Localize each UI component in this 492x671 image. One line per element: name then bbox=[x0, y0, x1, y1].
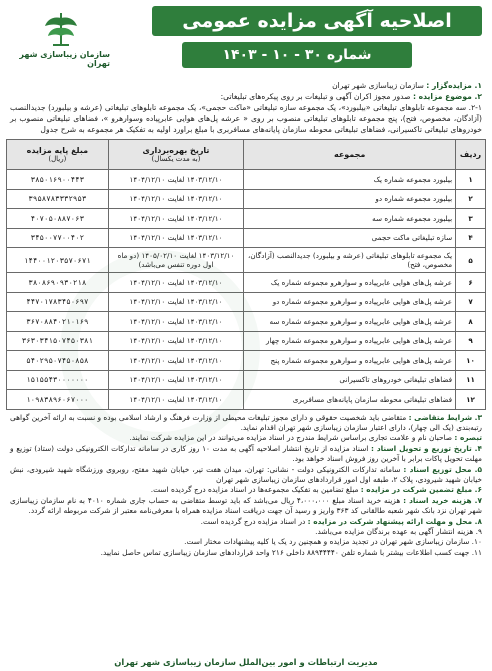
terms-label: تبصره : bbox=[454, 433, 482, 443]
row-index: ۷ bbox=[456, 292, 486, 312]
row-collection: عرشه پل‌های هوایی عابرپیاده و سوارهرو مجموعه شماره سه bbox=[244, 312, 456, 332]
notice-number: شماره ۳۰ - ۱۰ - ۱۴۰۳ bbox=[182, 42, 412, 68]
terms-item bbox=[10, 433, 482, 443]
terms-label: ۳. شرایط متقاضی : bbox=[408, 412, 482, 422]
row-price: ۳۴۵۰۰۷۷۰۰۴۰۲ bbox=[7, 228, 109, 248]
terms-text: متقاضی باید شخصیت حقوقی و دارای مجوز تبلیغات محیطی از وزارت فرهنگ و ارشاد اسلامی بوده و نسبت به ارائه آخرین گواهی رتبه‌بندی (یک الی چهار)، دارای اعتبار سازمان زیباسازی شهر تهران اقدام نماید. bbox=[10, 412, 482, 432]
row-collection: یک مجموعه تابلوهای تبلیغاتی (عرشه و بیلبورد) جدیدالنصب (آزادگان، مخصوص، فتح) bbox=[244, 248, 456, 273]
terms-text: ۱۰. سازمان زیباسازی شهر تهران در تجدید مزایده و همچنین رد یک یا کلیه پیشنهادات مختار است. bbox=[184, 537, 482, 547]
row-index: ۳ bbox=[456, 209, 486, 229]
row-collection: فضاهای تبلیغاتی محوطه سازمان پایانه‌های مسافربری bbox=[244, 390, 456, 410]
intro-item: ۲-۱. سه مجموعه تابلوهای تبلیغاتی «بیلبورد»، یک مجموعه سازه تبلیغاتی «ماکت حجمی»، یک مجموعه تابلوهای تبلیغاتی (عرشه و بیلبورد) جدیدالنصب (آزادگان، مخصوص، فتح)، پنج مجموعه تابلوهای تبلیغاتی منصوب بر روی « عرشه پل‌های هوایی عابرپیاده وسوارهرو »، فضاهای تبلیغاتی منصوب بر خودروهای تبلیغاتی تاکسیرانی، فضاهای تبلیغاتی محوطه سازمان پایانه‌های مسافربری با مبلغ براورد اولیه به تفکیک هر مجموعه به شرح جدول bbox=[10, 103, 482, 134]
terms-label: ۴. تاریخ توزیع و تحویل اسناد : bbox=[370, 443, 482, 453]
row-collection: بیلبورد مجموعه شماره سه bbox=[244, 209, 456, 229]
row-index: ۱۲ bbox=[456, 390, 486, 410]
table-row bbox=[7, 170, 486, 190]
row-price: ۴۰۷۰۵۰۸۸۷۰۶۳ bbox=[7, 209, 109, 229]
row-price: ۳۹۵۸۷۸۳۳۳۲۹۵۳ bbox=[7, 189, 109, 209]
intro-item: ۲. موضوع مزایده : صدور مجوز اکران آگهی و تبلیغات بر روی پیکره‌های تبلیغاتی: bbox=[220, 92, 482, 101]
row-collection: عرشه پل‌های هوایی عابرپیاده و سوارهرو مجموعه شماره چهار bbox=[244, 331, 456, 351]
row-collection: بیلبورد مجموعه شماره دو bbox=[244, 189, 456, 209]
terms-text: سامانه تدارکات الکترونیکی دولت - نشانی: تهران، میدان هفت تیر، خیابان شهید مفتح، روبروی ورزشگاه شهید شیرودی، نبش خیابان شهید شیرودی، پلاک ۲، طبقه اول امور قراردادهای سازمان زیباسازی شهر تهران bbox=[10, 464, 482, 484]
logo-text: سازمان زیباسازی شهر تهران bbox=[19, 50, 110, 68]
row-period: ۱۴۰۳/۱۲/۱۰ لغایت ۱۴۰۴/۱۲/۱۰ bbox=[108, 189, 244, 209]
terms-item bbox=[10, 537, 482, 547]
row-collection: عرشه پل‌های هوایی عابرپیاده و سوارهرو مجموعه شماره پنج bbox=[244, 351, 456, 371]
row-period: ۱۴۰۳/۱۲/۱۰ لغایت ۱۴۰۴/۱۲/۱۰ bbox=[108, 170, 244, 190]
row-period: ۱۴۰۳/۱۲/۱۰ لغایت ۱۴۰۴/۱۲/۱۰ bbox=[108, 351, 244, 371]
row-index: ۶ bbox=[456, 273, 486, 293]
row-period: ۱۴۰۳/۱۲/۱۰ لغایت ۱۴۰۴/۱۲/۱۰ bbox=[108, 209, 244, 229]
row-index: ۱ bbox=[456, 170, 486, 190]
row-index: ۴ bbox=[456, 228, 486, 248]
row-price: ۳۸۰۸۶۹۰۹۳۰۲۱۸ bbox=[7, 273, 109, 293]
intro-section bbox=[6, 80, 486, 135]
row-price: ۳۶۷۰۸۸۴۰۲۱۰۱۶۹ bbox=[7, 312, 109, 332]
row-collection: عرشه پل‌های هوایی عابرپیاده و سوارهرو مجموعه شماره دو bbox=[244, 292, 456, 312]
table-row bbox=[7, 248, 486, 273]
row-index: ۲ bbox=[456, 189, 486, 209]
header-period: تاریخ بهره‌برداری (به مدت یکسال) bbox=[108, 140, 244, 170]
terms-text: اسناد مزایده از تاریخ انتشار اصلاحیه آگهی به مدت ۱۰ روز کاری در سامانه تدارکات الکترونیکی دولت (ستاد) توزیع و مهلت تحویل پاکات برابر با آخرین روز فروش اسناد خواهد بود. bbox=[10, 443, 482, 464]
table-header-row bbox=[7, 140, 486, 170]
row-collection: فضاهای تبلیغاتی خودروهای تاکسیرانی bbox=[244, 370, 456, 390]
intro-item: ۱. مزایده‌گزار : سازمان زیباسازی شهر تهران bbox=[332, 81, 482, 90]
row-price: ۴۴۷۰۱۷۸۳۴۵۰۶۹۷ bbox=[7, 292, 109, 312]
table-row bbox=[7, 209, 486, 229]
row-price: ۳۶۳۰۳۴۱۵۰۷۴۵۰۳۸۱ bbox=[7, 331, 109, 351]
terms-label: ۶. مبلغ تضمین شرکت در مزایده : bbox=[360, 485, 482, 495]
row-period: ۱۴۰۳/۱۲/۱۰ لغایت ۱۴۰۴/۱۲/۱۰ bbox=[108, 312, 244, 332]
terms-text: صاحبان نام و علامت تجاری براساس شرایط مندرج در اسناد مزایده می‌توانند در این مزایده شرکت نمایند. bbox=[129, 433, 455, 443]
terms-label: ۵. محل توزیع اسناد : bbox=[403, 464, 483, 474]
row-collection: عرشه پل‌های هوایی عابرپیاده و سوارهرو مجموعه شماره یک bbox=[244, 273, 456, 293]
footer-signature: مدیریت ارتباطات و امور بین‌الملل سازمان زیباسازی شهر تهران bbox=[114, 657, 378, 667]
terms-text: در اسناد مزایده درج گردیده است. bbox=[200, 516, 308, 526]
table-row bbox=[7, 228, 486, 248]
table-row bbox=[7, 189, 486, 209]
terms-text: هزینه خرید اسناد مبلغ ۴،۰۰۰،۰۰۰ ریال می‌باشد که باید توسط متقاضی به حساب جاری شماره ۴۰۱۰ به نام سازمان زیباسازی شهر تهران نزد بانک شهر شعبه طالقانی کد ۳۶۳ واریز و رسید آن جهت دریافت اسناد مزایده همراه با معرفی‌نامه معتبر از شرکت مربوطه ارائه گردد. bbox=[10, 495, 482, 516]
row-collection: بیلبورد مجموعه شماره یک bbox=[244, 170, 456, 190]
row-index: ۹ bbox=[456, 331, 486, 351]
terms-text: ۹. هزینه انتشار آگهی به عهده برندگان مزایده می‌باشد. bbox=[315, 526, 482, 536]
row-collection: سازه تبلیغاتی ماکت حجمی bbox=[244, 228, 456, 248]
row-price: ۵۴۰۲۹۵۰۷۴۵۰۸۵۸ bbox=[7, 351, 109, 371]
terms-label: ۸. محل و مهلت ارائه پیشنهاد شرکت در مزایده : bbox=[307, 516, 482, 526]
row-period: ۱۴۰۳/۱۲/۱۰ لغایت ۱۴۰۴/۱۲/۱۰ bbox=[108, 273, 244, 293]
notice-title: اصلاحیه آگهی مزایده عمومی bbox=[152, 6, 482, 36]
header-collection: مجموعه bbox=[244, 140, 456, 170]
terms-item bbox=[10, 465, 482, 486]
terms-item bbox=[10, 496, 482, 517]
header-price: مبلغ پایه مزایده (ریال) bbox=[7, 140, 109, 170]
table-row bbox=[7, 273, 486, 293]
watermark-emblem bbox=[60, 250, 260, 450]
terms-item bbox=[10, 517, 482, 527]
row-period: ۱۴۰۳/۱۲/۱۰ لغایت ۱۴۰۴/۱۲/۱۰ bbox=[108, 331, 244, 351]
row-index: ۱۰ bbox=[456, 351, 486, 371]
row-price: ۳۸۵۰۱۶۹۰۰۴۴۳ bbox=[7, 170, 109, 190]
notice-header bbox=[6, 4, 486, 80]
row-period: ۱۴۰۳/۱۲/۱۰ لغایت ۱۴۰۵/۰۲/۱۰ (دو ماه اول دوره تنفس می‌باشد) bbox=[108, 248, 244, 273]
row-index: ۱۱ bbox=[456, 370, 486, 390]
row-price: ۱۴۴۰۰۱۲۰۳۵۷۰۶۷۱ bbox=[7, 248, 109, 273]
row-period: ۱۴۰۳/۱۲/۱۰ لغایت ۱۴۰۴/۱۲/۱۰ bbox=[108, 292, 244, 312]
terms-item bbox=[10, 444, 482, 465]
row-period: ۱۴۰۳/۱۲/۱۰ لغایت ۱۴۰۴/۱۲/۱۰ bbox=[108, 370, 244, 390]
row-price: ۱۰۹۸۳۸۹۶۰۶۷۰۰۰ bbox=[7, 390, 109, 410]
terms-text: ۱۱. جهت کسب اطلاعات بیشتر با شماره تلفن ۸۸۹۴۴۴۴۰ داخلی ۲۱۶ واحد قراردادهای سازمان زیباسازی تماس حاصل نمایید. bbox=[100, 547, 482, 557]
terms-item bbox=[10, 485, 482, 495]
row-price: ۱۵۱۵۵۴۳۰۰۰۰۰۰۰ bbox=[7, 370, 109, 390]
terms-item bbox=[10, 527, 482, 537]
organization-logo bbox=[12, 8, 110, 70]
terms-item bbox=[10, 413, 482, 434]
row-index: ۵ bbox=[456, 248, 486, 273]
terms-section bbox=[6, 410, 486, 559]
header-index: ردیف bbox=[456, 140, 486, 170]
row-index: ۸ bbox=[456, 312, 486, 332]
terms-label: ۷. هزینه خرید اسناد : bbox=[403, 495, 482, 505]
row-period: ۱۴۰۳/۱۲/۱۰ لغایت ۱۴۰۴/۱۲/۱۰ bbox=[108, 390, 244, 410]
terms-item bbox=[10, 548, 482, 558]
row-period: ۱۴۰۳/۱۲/۱۰ لغایت ۱۴۰۴/۱۲/۱۰ bbox=[108, 228, 244, 248]
terms-text: مبلغ تضامین به تفکیک مجموعه‌ها در اسناد مزایده درج گردیده است. bbox=[150, 485, 361, 495]
tree-emblem-icon bbox=[39, 10, 83, 48]
